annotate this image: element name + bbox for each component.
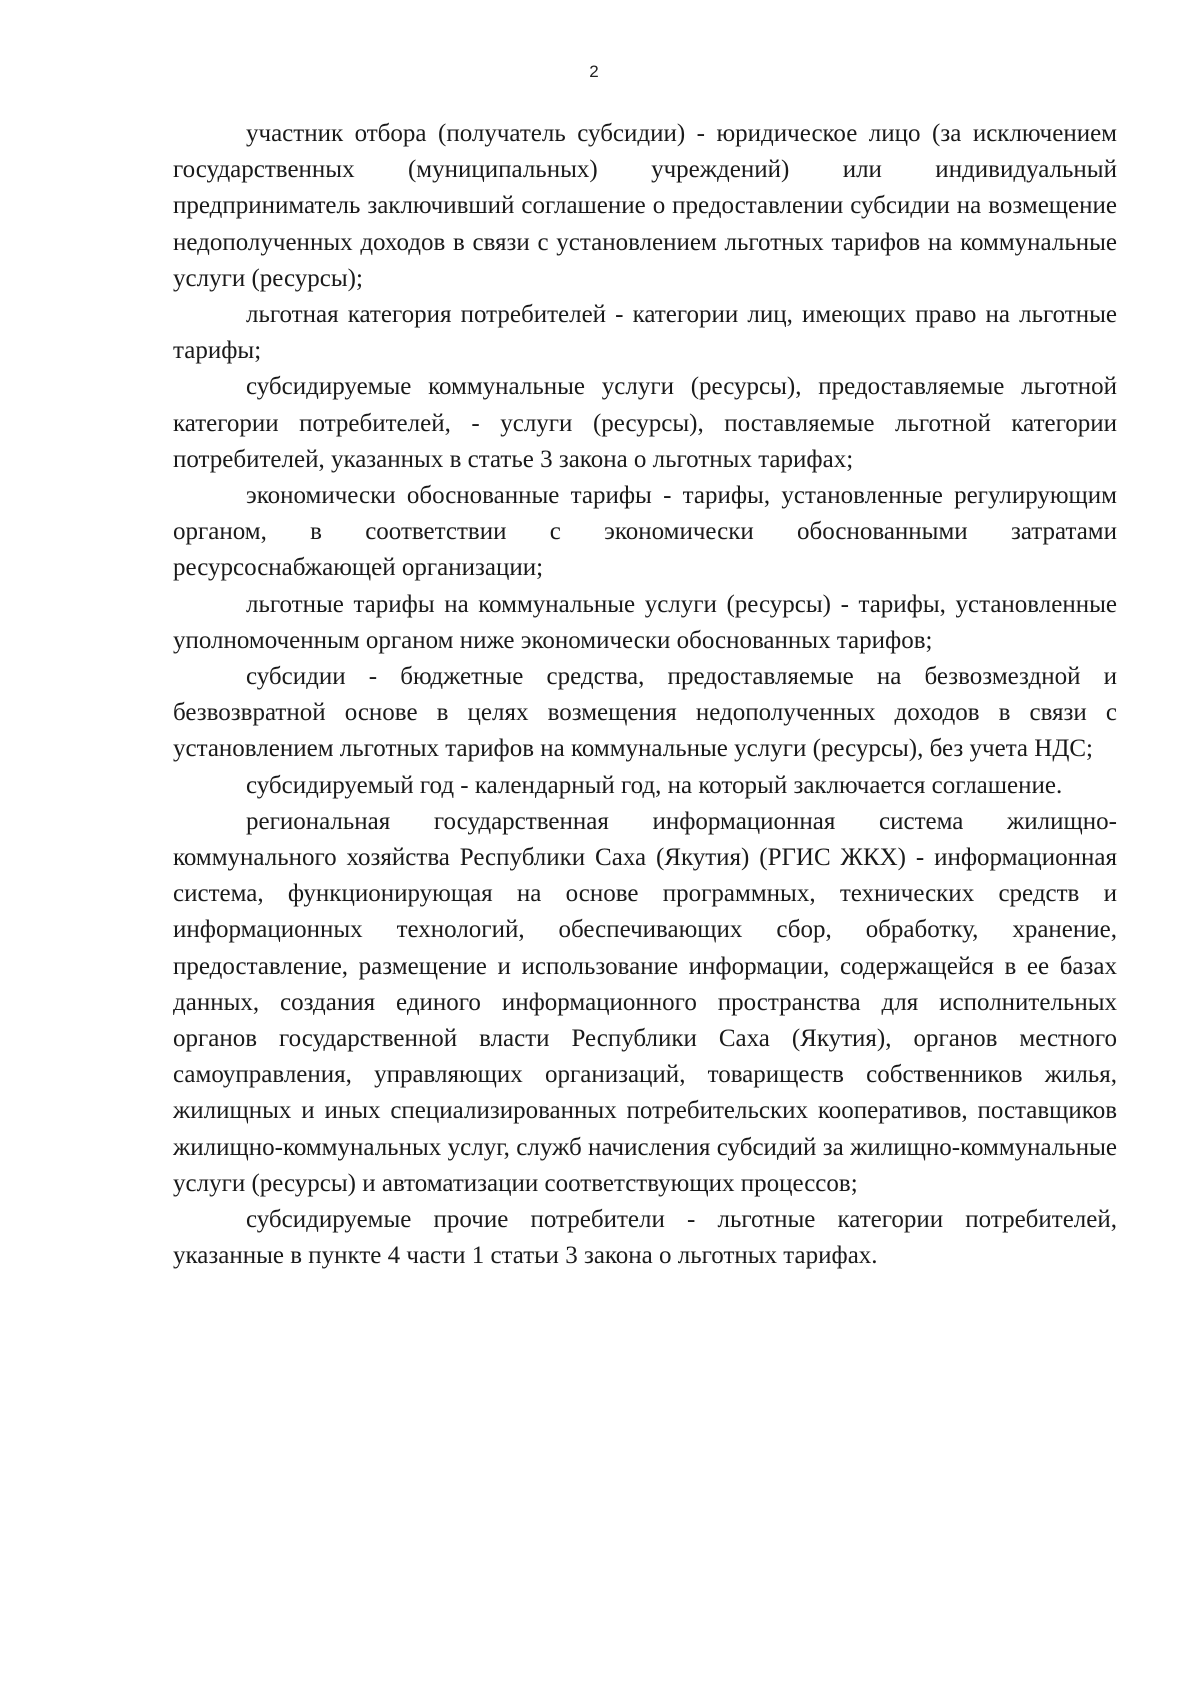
definition-paragraph-preferential-tariffs: льготные тарифы на коммунальные услуги (ресурсы) - тарифы, установленные уполномоченным органом ниже экономически обоснованных тарифов; (173, 590, 1117, 654)
definition-paragraph-other-consumers: субсидируемые прочие потребители - льготные категории потребителей, указанные в пункте 4 части 1 статьи 3 закона о льготных тарифах. (173, 1206, 1117, 1270)
definition-paragraph-subsidized-services: субсидируемые коммунальные услуги (ресурсы), предоставляемые льготной категории потребителей, - услуги (ресурсы), поставляемые льготной категории потребителей, указанных в статье 3 закона о льготных тарифах; (173, 373, 1117, 473)
page-number: 2 (589, 62, 599, 81)
definition-paragraph-economic-tariffs: экономически обоснованные тарифы - тарифы, установленные регулирующим органом, в соответствии с экономически обоснованными затратами ресурсоснабжающей организации; (173, 482, 1117, 582)
document-body (173, 116, 1117, 1275)
definition-paragraph-rgis-zhkh: региональная государственная информационная система жилищно-коммунального хозяйства Республики Саха (Якутия) (РГИС ЖКХ) - информационная система, функционирующая на основе программных, технических средств и информационных технологий, обеспечивающих сбор, обработку, хранение, предоставление, размещение и использование информации, содержащейся в ее базах данных, создания единого информационного пространства для исполнительных органов государственной власти Республики Саха (Якутия), органов местного самоуправления, управляющих организаций, товариществ собственников жилья, жилищных и иных специализированных потребительских кооперативов, поставщиков жилищно-коммунальных услуг, служб начисления субсидий за жилищно-коммунальные услуги (ресурсы) и автоматизации соответствующих процессов; (173, 807, 1117, 1197)
definition-paragraph-subsidized-year: субсидируемый год - календарный год, на который заключается соглашение. (246, 771, 1063, 799)
definition-paragraph-subsidies: субсидии - бюджетные средства, предоставляемые на безвозмездной и безвозвратной основе в целях возмещения недополученных доходов в связи с установлением льготных тарифов на коммунальные услуги (ресурсы), без учета НДС; (173, 663, 1117, 763)
definition-paragraph-participant: участник отбора (получатель субсидии) - юридическое лицо (за исключением государственных (муниципальных) учреждений) или индивидуальный предприниматель заключивший соглашение о предоставлении субсидии на возмещение недополученных доходов в связи с установлением льготных тарифов на коммунальные услуги (ресурсы); (173, 120, 1117, 292)
definition-paragraph-preferential-category: льготная категория потребителей - категории лиц, имеющих право на льготные тарифы; (173, 301, 1117, 365)
